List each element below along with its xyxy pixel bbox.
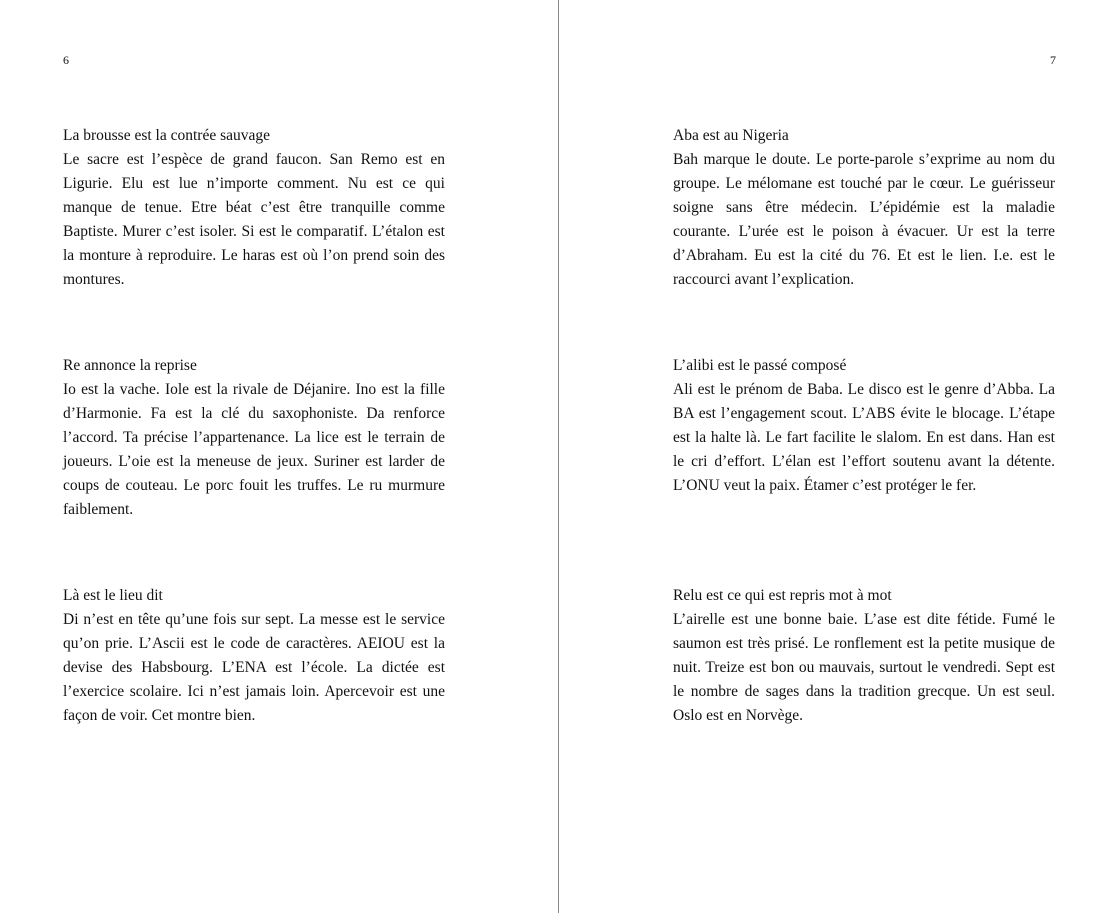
- entry-body: Ali est le prénom de Baba. Le disco est le genre d’Abba. La BA est l’engagement scout. L’ABS évite le blocage. L’étape est la halte là. Le fart facilite le slalom. En est dans. Han est le cri d’effort. L’élan est l’effort soutenu avant la détente. L’ONU veut la paix. Étamer c’est protéger le fer.: [673, 381, 1055, 494]
- page-number: 7: [1050, 53, 1056, 67]
- entry: [673, 584, 1055, 814]
- entry-title: Là est le lieu dit: [63, 587, 163, 604]
- entry-list: [63, 124, 445, 814]
- entry-title: Relu est ce qui est repris mot à mot: [673, 587, 892, 604]
- entry: [673, 124, 1055, 354]
- entry-body: Bah marque le doute. Le porte-parole s’exprime au nom du groupe. Le mélomane est touché par le cœur. Le guérisseur soigne sans être médecin. L’épidémie est la maladie courante. L’urée est le poison à évacuer. Ur est la terre d’Abraham. Eu est la cité du 76. Et est le lien. I.e. est le raccourci avant l’explication.: [673, 151, 1055, 288]
- entry-list: [673, 124, 1055, 814]
- entry-body: Di n’est en tête qu’une fois sur sept. La messe est le service qu’on prie. L’Ascii est le code de caractères. AEIOU est la devise des Habsbourg. L’ENA est l’école. La dictée est l’exercice scolaire. Ici n’est jamais loin. Apercevoir est une façon de voir. Cet montre bien.: [63, 611, 445, 724]
- entry: [63, 354, 445, 584]
- entry-body: Le sacre est l’espèce de grand faucon. San Remo est en Ligurie. Elu est lue n’importe comment. Nu est ce qui manque de tenue. Etre béat c’est être tranquille comme Baptiste. Murer c’est isoler. Si est le comparatif. L’étalon est la monture à reproduire. Le haras est où l’on prend soin des montures.: [63, 151, 445, 288]
- entry-title: Re annonce la reprise: [63, 357, 197, 374]
- entry: [673, 354, 1055, 584]
- left-page: [0, 0, 558, 913]
- entry: [63, 124, 445, 354]
- entry-title: L’alibi est le passé composé: [673, 357, 847, 374]
- right-page: [559, 0, 1117, 913]
- entry-body: Io est la vache. Iole est la rivale de Déjanire. Ino est la fille d’Harmonie. Fa est la clé du saxophoniste. Da renforce l’accord. Ta précise l’appartenance. La lice est le terrain de joueurs. L’oie est la meneuse de jeux. Suriner est larder de coups de couteau. Le porc fouit les truffes. Le ru murmure faiblement.: [63, 381, 445, 518]
- entry-title: La brousse est la contrée sauvage: [63, 127, 271, 144]
- entry-body: L’airelle est une bonne baie. L’ase est dite fétide. Fumé le saumon est très prisé. Le ronflement est la petite musique de nuit. Treize est bon ou mauvais, surtout le vendredi. Sept est le nombre de sages dans la tradition grecque. Un est seul. Oslo est en Norvège.: [673, 611, 1055, 724]
- entry: [63, 584, 445, 814]
- entry-title: Aba est au Nigeria: [673, 127, 789, 144]
- page-number: 6: [63, 53, 69, 67]
